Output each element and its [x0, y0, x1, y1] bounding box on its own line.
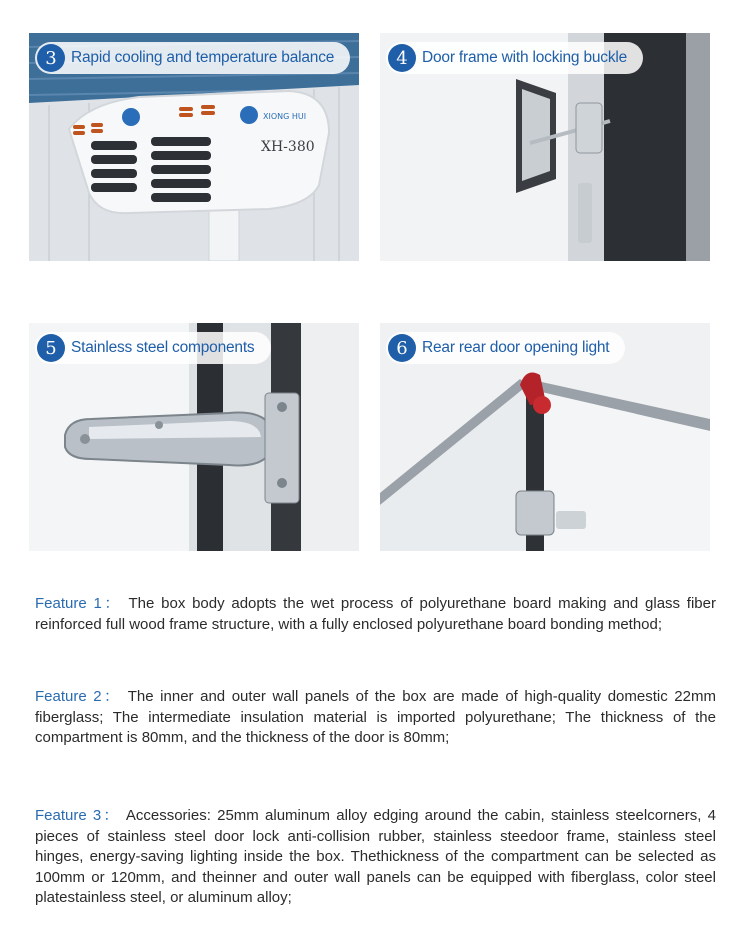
feature-number-4: 4 — [388, 44, 416, 72]
photo-rear-door-light — [380, 323, 710, 551]
feature-text-3: Accessories: 25mm aluminum alloy edging around the cabin, stainless steelcorners, 4 pieces of stainless steel door lock anti-collision rubber, stainless steedoor frame, stainless steel hinges, energy-saving lighting inside the box. Thethickness of the compartment can be selected as 100mm or 120mm, and theinner and outer wall panels can be equipped with fiberglass, color steel platestainless steel, or aluminum alloy; — [35, 807, 716, 906]
caption-text-3: Rapid cooling and temperature balance — [71, 49, 335, 66]
feature-paragraph-2 — [35, 687, 716, 749]
feature-label-2: Feature 2： — [35, 688, 122, 705]
photo-door-frame — [380, 33, 710, 261]
photo-refrigeration-unit — [29, 33, 359, 261]
feature-label-3: Feature 3： — [35, 807, 121, 824]
unit-model-badge: XH-380 — [261, 139, 315, 155]
photo-stainless-steel — [29, 323, 359, 551]
caption-text-6: Rear rear door opening light — [422, 339, 610, 356]
photo-caption-6 — [386, 332, 625, 364]
feature-text-2: The inner and outer wall panels of the box are made of high-quality domestic 22mm fiberglass; The intermediate insulation material is imported polyurethane; The thickness of the compartment is 80mm, and the thickness of the door is 80mm; — [35, 688, 716, 746]
feature-number-6: 6 — [388, 334, 416, 362]
feature-number-5: 5 — [37, 334, 65, 362]
feature-text-1: The box body adopts the wet process of polyurethane board making and glass fiber reinforced full wood frame structure, with a fully enclosed polyurethane board bonding method; — [35, 595, 716, 633]
photo-caption-3 — [35, 42, 350, 74]
feature-number-3: 3 — [37, 44, 65, 72]
feature-paragraph-3 — [35, 806, 716, 909]
photo-caption-4 — [386, 42, 643, 74]
caption-text-5: Stainless steel components — [71, 339, 255, 356]
photo-caption-5 — [35, 332, 271, 364]
feature-label-1: Feature 1： — [35, 595, 123, 612]
caption-text-4: Door frame with locking buckle — [422, 49, 628, 66]
svg-text:XIONG HUI: XIONG HUI — [263, 112, 307, 121]
feature-paragraph-1 — [35, 594, 716, 635]
